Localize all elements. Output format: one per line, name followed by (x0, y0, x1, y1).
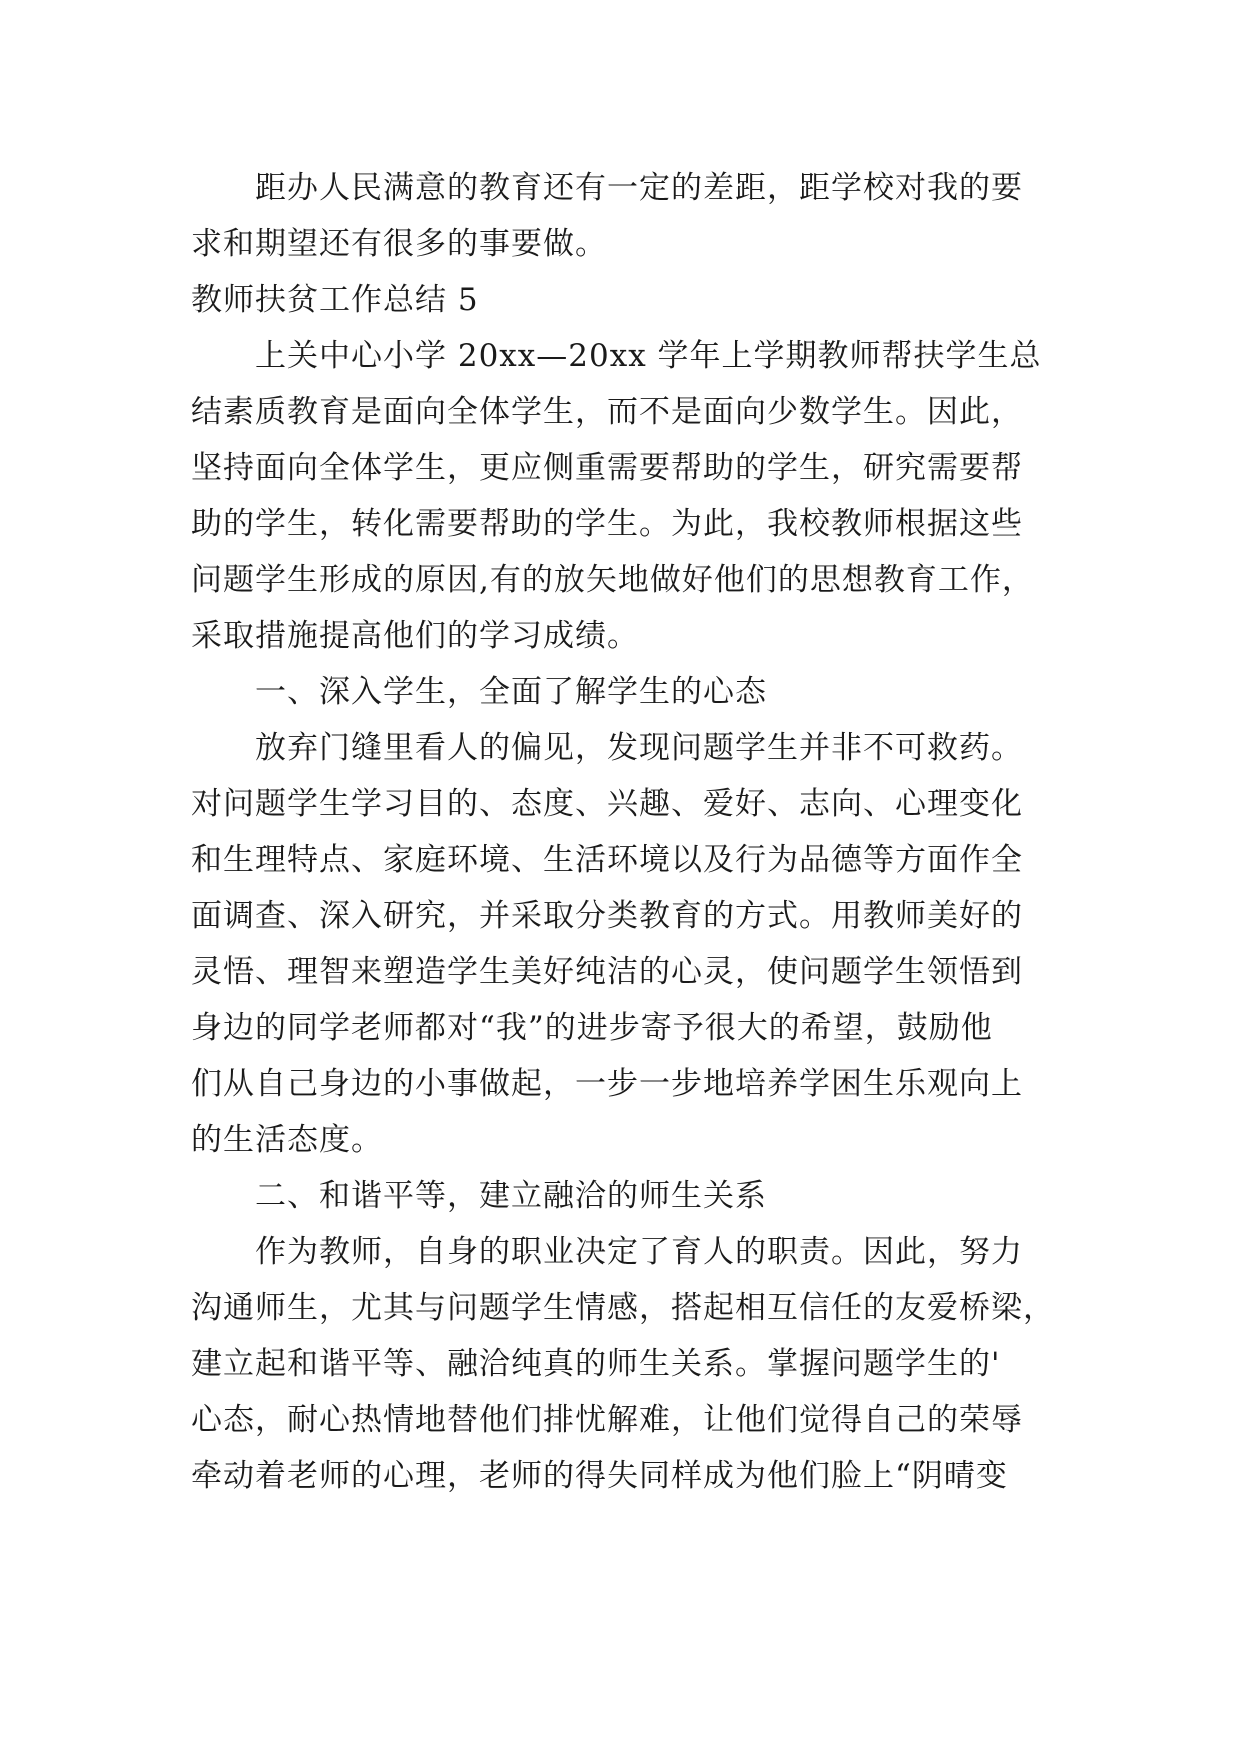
text-line: 面调查、深入研究，并采取分类教育的方式。用教师美好的 (191, 898, 1023, 934)
text-line: 结素质教育是面向全体学生，而不是面向少数学生。因此， (191, 394, 1023, 430)
text-line: 上关中心小学 20xx—20xx 学年上学期教师帮扶学生总 (255, 338, 1042, 374)
text-line: 距办人民满意的教育还有一定的差距，距学校对我的要 (255, 170, 1023, 206)
text-line: 建立起和谐平等、融洽纯真的师生关系。掌握问题学生的' (191, 1346, 1001, 1382)
text-line: 坚持面向全体学生，更应侧重需要帮助的学生，研究需要帮 (191, 450, 1023, 486)
text-line: 们从自己身边的小事做起，一步一步地培养学困生乐观向上 (191, 1066, 1023, 1102)
text-line: 问题学生形成的原因,有的放矢地做好他们的思想教育工作， (191, 562, 1034, 598)
text-line: 灵悟、理智来塑造学生美好纯洁的心灵，使问题学生领悟到 (191, 954, 1023, 990)
text-line: 的生活态度。 (191, 1122, 383, 1158)
text-line: 心态，耐心热情地替他们排忧解难，让他们觉得自己的荣辱 (191, 1402, 1023, 1438)
text-line: 和生理特点、家庭环境、生活环境以及行为品德等方面作全 (191, 842, 1023, 878)
text-line: 求和期望还有很多的事要做。 (191, 226, 607, 262)
subheading: 二、和谐平等，建立融洽的师生关系 (255, 1178, 767, 1214)
document-body (191, 160, 1071, 1504)
text-line: 助的学生，转化需要帮助的学生。为此，我校教师根据这些 (191, 506, 1023, 542)
section-title: 教师扶贫工作总结 5 (191, 282, 479, 318)
text-line: 沟通师生，尤其与问题学生情感，搭起相互信任的友爱桥梁， (191, 1290, 1055, 1326)
text-line: 身边的同学老师都对“我”的进步寄予很大的希望，鼓励他 (191, 1010, 993, 1046)
text-line: 对问题学生学习目的、态度、兴趣、爱好、志向、心理变化 (191, 786, 1023, 822)
text-line: 采取措施提高他们的学习成绩。 (191, 618, 639, 654)
subheading: 一、深入学生，全面了解学生的心态 (255, 674, 767, 710)
text-line: 牵动着老师的心理，老师的得失同样成为他们脸上“阴晴变 (191, 1458, 1008, 1494)
text-line: 放弃门缝里看人的偏见，发现问题学生并非不可救药。 (255, 730, 1023, 766)
text-line: 作为教师，自身的职业决定了育人的职责。因此，努力 (255, 1234, 1023, 1270)
